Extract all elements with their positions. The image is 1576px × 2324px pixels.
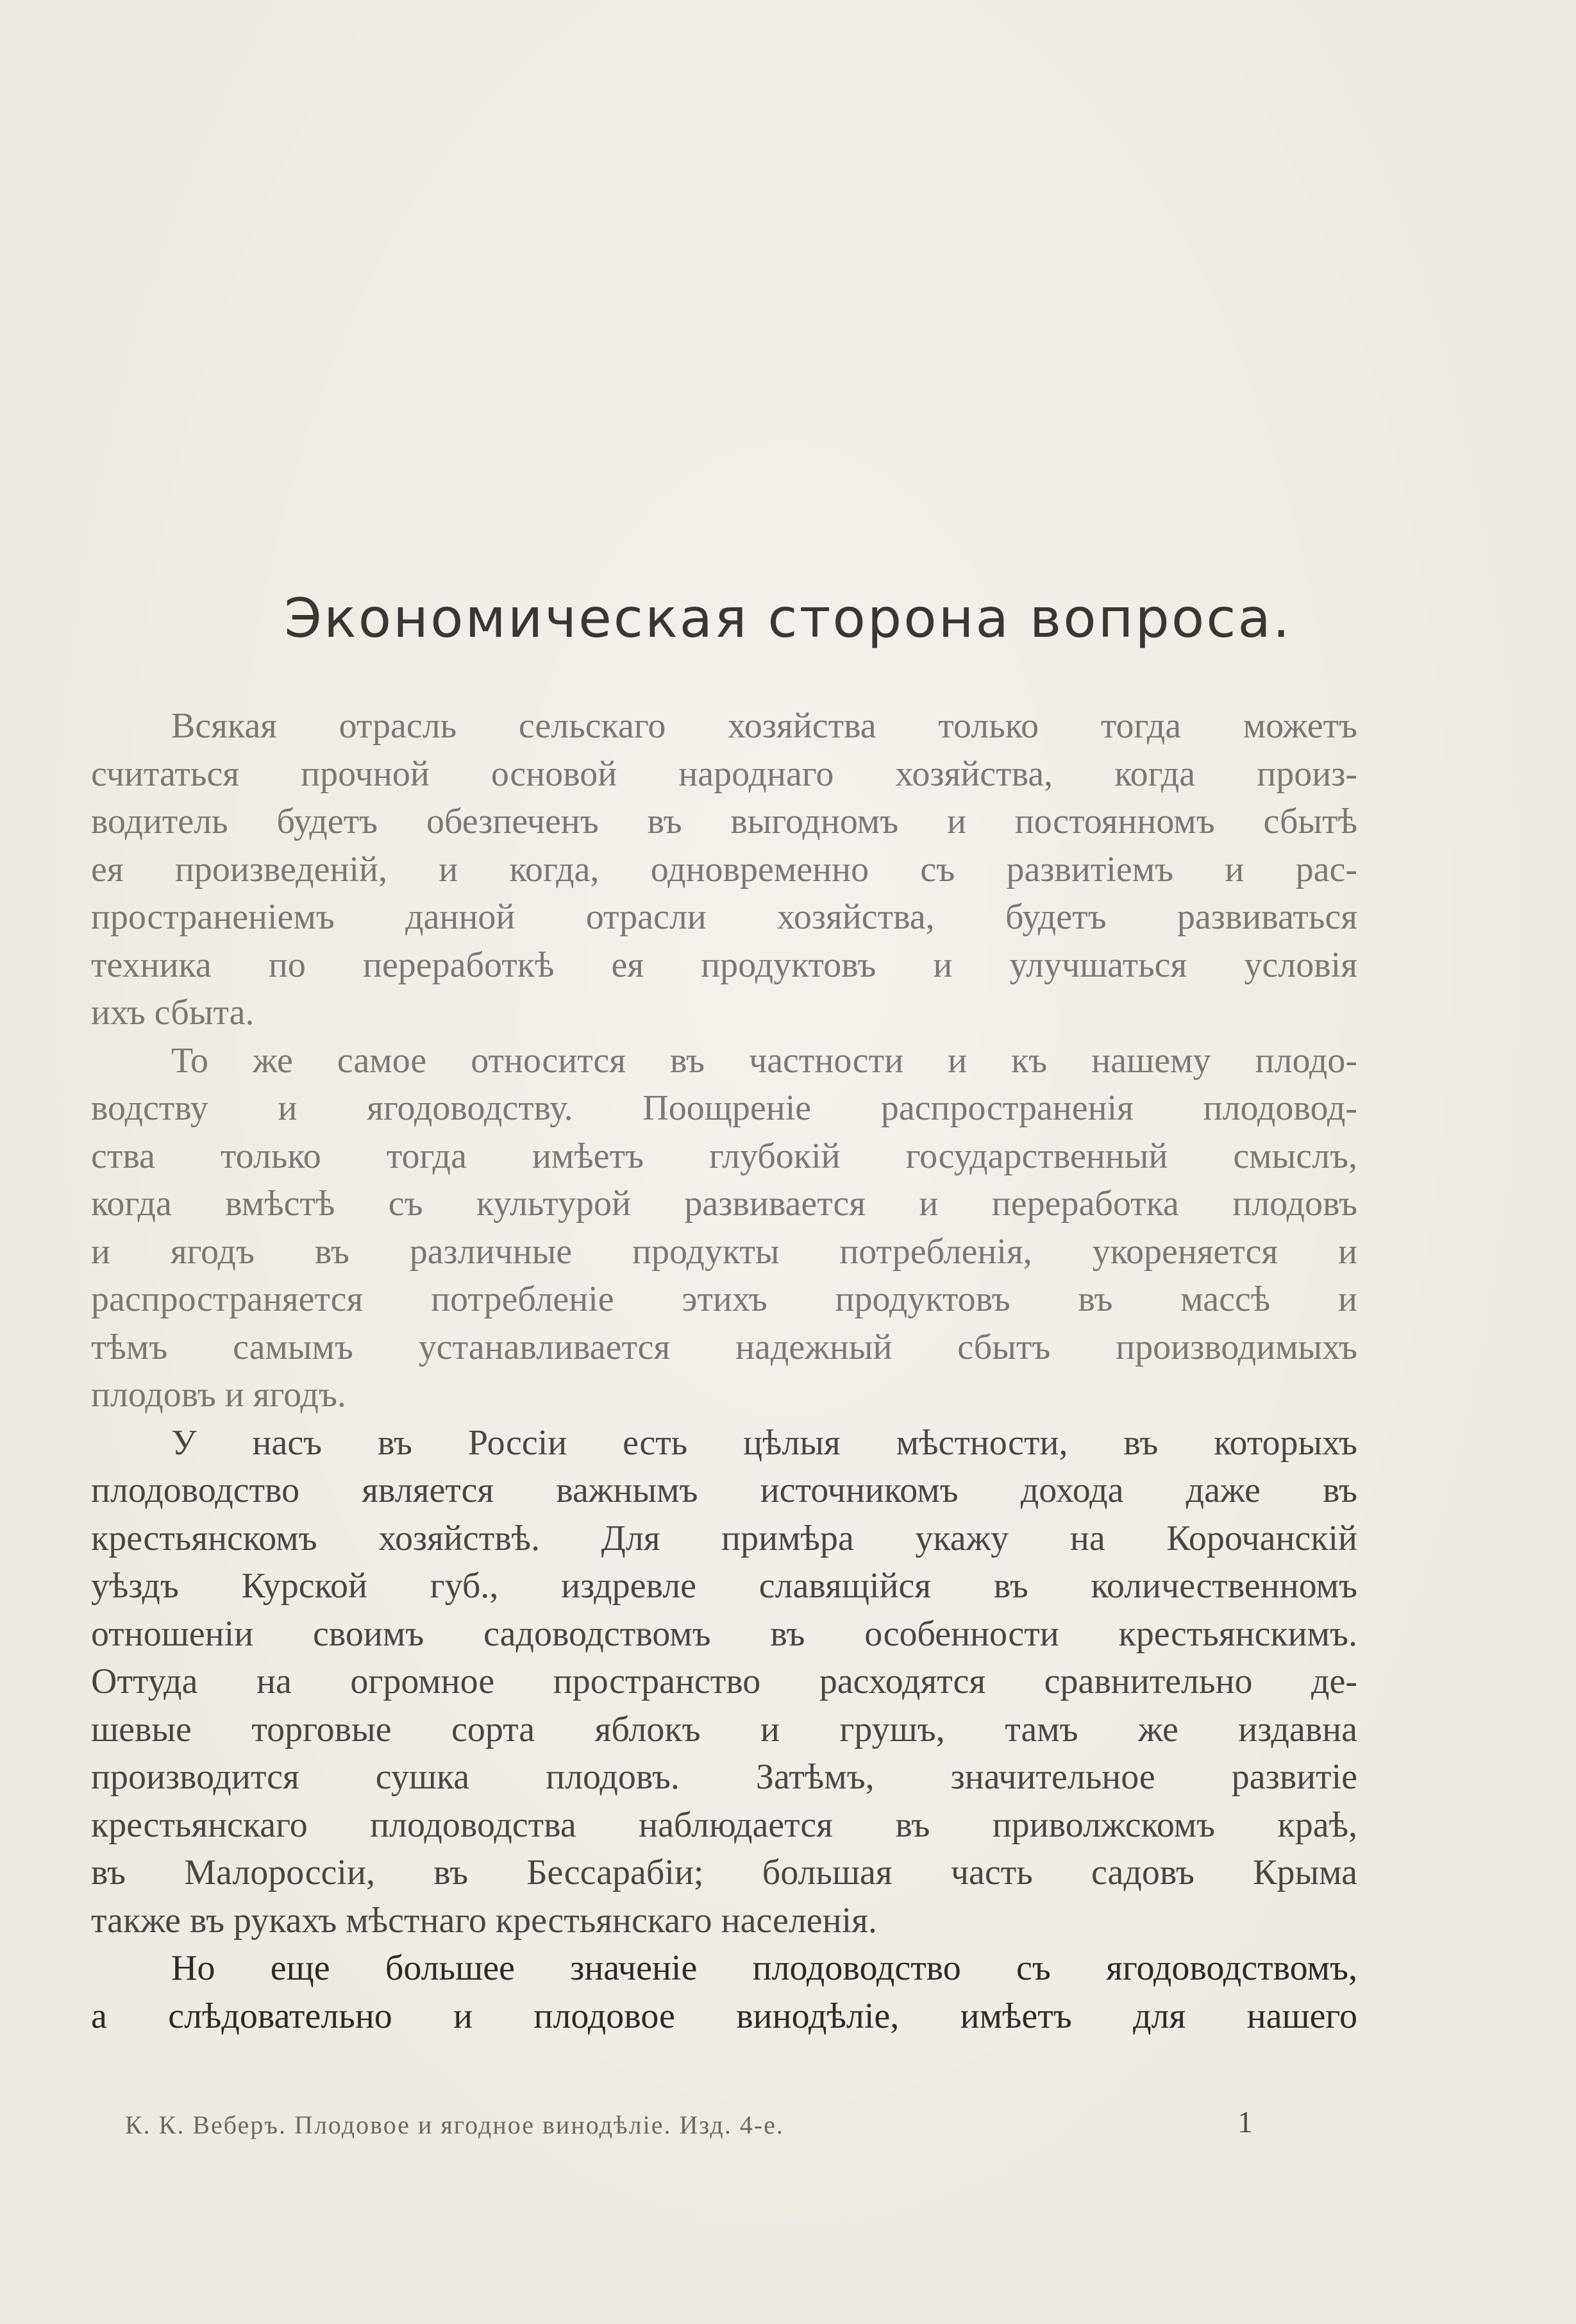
text-line: плодовъ и ягодъ.	[91, 1375, 346, 1415]
text-line: У насъ въ Россіи есть цѣлыя мѣстности, въ которыхъ	[171, 1422, 1357, 1463]
text-line: отношеніи своимъ садоводствомъ въ особенности крестьянскимъ.	[91, 1613, 1357, 1654]
text-line: ства только тогда имѣетъ глубокій государственный смыслъ,	[91, 1136, 1357, 1176]
text-line: и ягодъ въ различные продукты потребленія, укореняется и	[91, 1231, 1357, 1272]
text-line: ея произведеній, и когда, одновременно съ развитіемъ и рас-	[91, 849, 1357, 889]
text-line: Всякая отрасль сельскаго хозяйства только тогда можетъ	[171, 706, 1357, 746]
text-line: производится сушка плодовъ. Затѣмъ, значительное развитіе	[91, 1757, 1357, 1797]
text-line: а слѣдовательно и плодовое винодѣліе, имѣетъ для нашего	[91, 1996, 1357, 2036]
text-line: распространяется потребленіе этихъ продуктовъ въ массѣ и	[91, 1279, 1357, 1319]
paragraph-2	[91, 1037, 1357, 1419]
text-line: шевые торговые сорта яблокъ и грушъ, тамъ же издавна	[91, 1709, 1357, 1749]
text-line: водству и ягодоводству. Поощреніе распространенія плодовод-	[91, 1088, 1357, 1128]
text-line: крестьянскаго плодоводства наблюдается въ приволжскомъ краѣ,	[91, 1805, 1357, 1845]
text-line: Но еще большее значеніе плодоводство съ ягодоводствомъ,	[171, 1948, 1357, 1988]
text-line: плодоводство является важнымъ источникомъ дохода даже въ	[91, 1470, 1357, 1510]
text-line: считаться прочной основой народнаго хозяйства, когда произ-	[91, 754, 1357, 794]
page-number: 1	[1237, 2105, 1253, 2139]
text-line: То же самое относится въ частности и къ нашему плодо-	[171, 1040, 1357, 1081]
text-line: также въ рукахъ мѣстнаго крестьянскаго населенія.	[91, 1900, 877, 1941]
paragraph-3	[91, 1419, 1357, 1945]
text-line: ихъ сбыта.	[91, 993, 255, 1032]
text-line: тѣмъ самымъ устанавливается надежный сбытъ производимыхъ	[91, 1327, 1357, 1367]
text-line: пространеніемъ данной отрасли хозяйства, будетъ развиваться	[91, 897, 1357, 937]
body-text	[91, 702, 1357, 2040]
text-line: уѣздъ Курской губ., издревле славящійся въ количественномъ	[91, 1566, 1357, 1606]
section-title: Экономическая сторона вопроса.	[284, 587, 1292, 650]
running-footer: К. К. Веберъ. Плодовое и ягодное винодѣліе. Изд. 4-е.	[125, 2110, 784, 2139]
text-line: въ Малороссіи, въ Бессарабіи; большая часть садовъ Крыма	[91, 1853, 1357, 1892]
text-line: техника по переработкѣ ея продуктовъ и улучшаться условія	[91, 945, 1357, 985]
text-line: когда вмѣстѣ съ культурой развивается и переработка плодовъ	[91, 1184, 1357, 1224]
paragraph-4	[91, 1944, 1357, 2040]
text-line: Оттуда на огромное пространство расходятся сравнительно де-	[91, 1662, 1357, 1701]
text-line: водитель будетъ обезпеченъ въ выгодномъ и постоянномъ сбытѣ	[91, 802, 1357, 841]
paragraph-1	[91, 702, 1357, 1037]
text-line: крестьянскомъ хозяйствѣ. Для примѣра укажу на Корочанскій	[91, 1518, 1357, 1558]
